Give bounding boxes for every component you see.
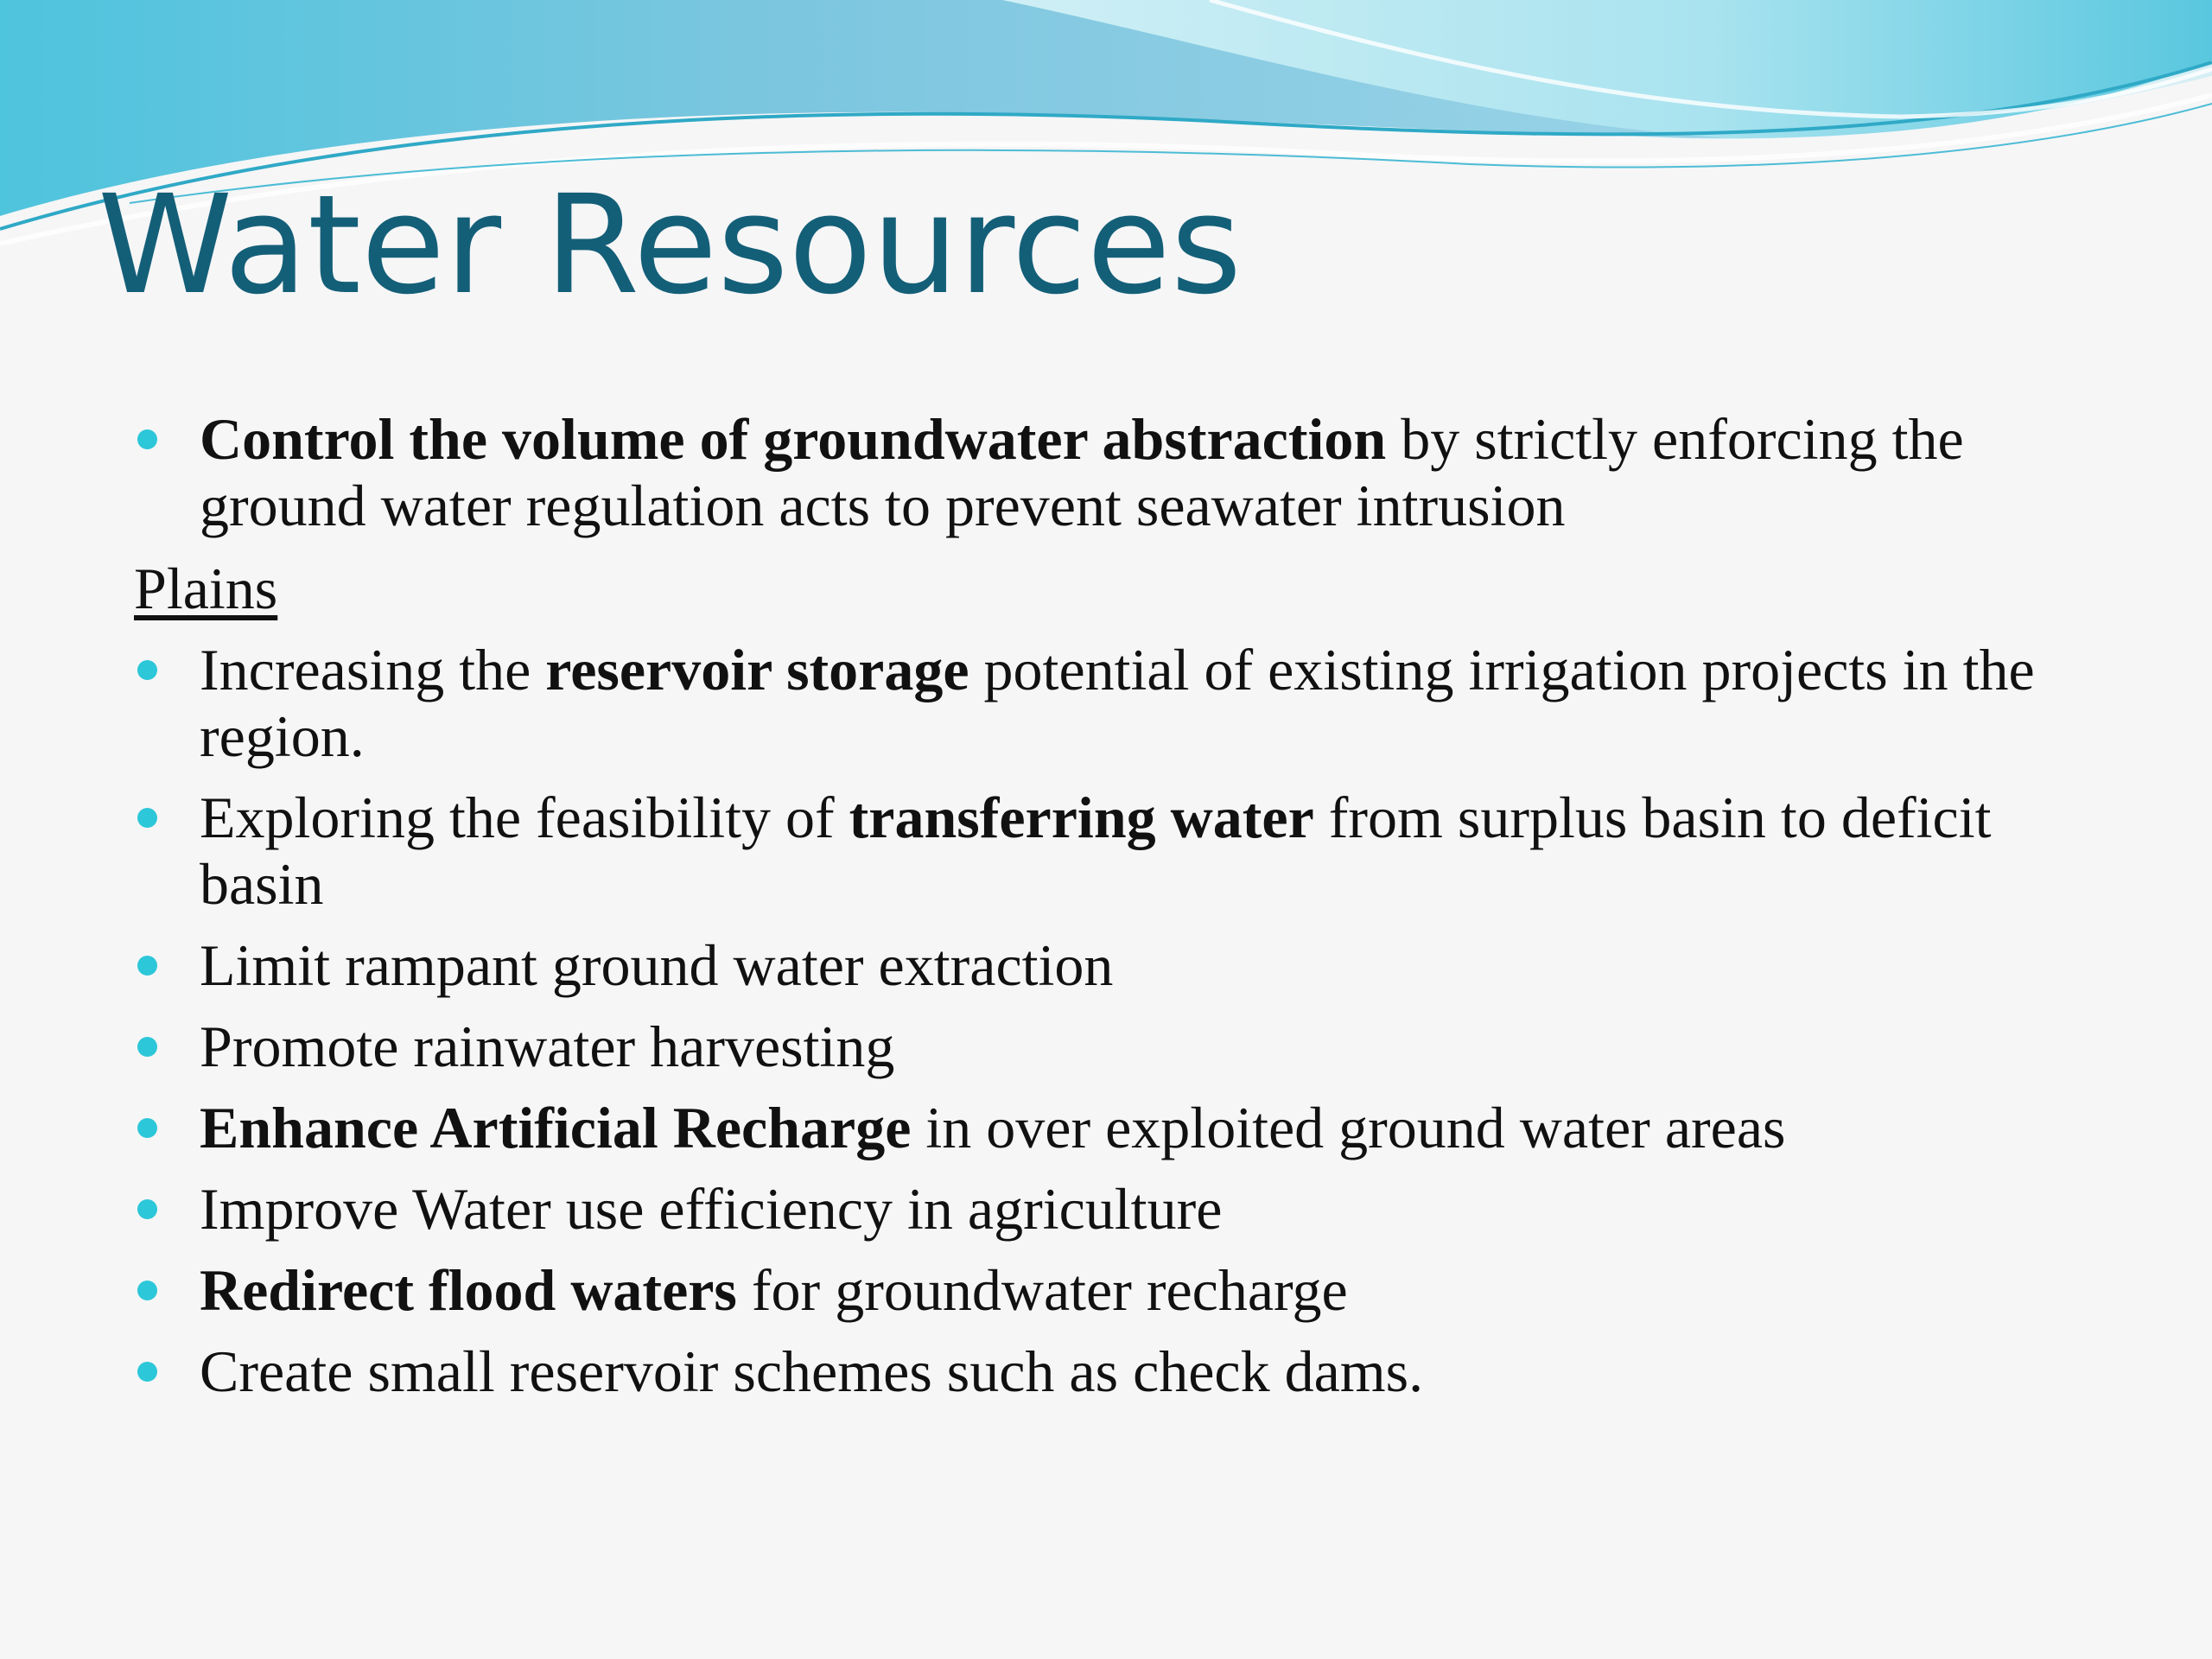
bullet-item-check-dams (134, 1338, 2104, 1405)
bullet-text: Improve Water use efficiency in agriculture (200, 1176, 1223, 1242)
bullet-item-rainwater-harvesting (134, 1014, 2104, 1080)
bullet-item-limit-extraction (134, 932, 2104, 999)
bullet-icon (137, 1362, 157, 1382)
bullet-icon (137, 429, 157, 449)
slide-body (134, 406, 2104, 1405)
bullet-icon (137, 1199, 157, 1219)
bullet-item-flood-waters (134, 1257, 2104, 1324)
bullet-bold-text: Enhance Artificial Recharge (200, 1095, 912, 1160)
bullet-icon (137, 956, 157, 976)
bullet-text-pre: Exploring the feasibility of (200, 785, 849, 850)
bullet-bold-text: transferring water (849, 785, 1314, 850)
bullet-bold-text: Control the volume of groundwater abstraction (200, 406, 1387, 472)
bullet-item-artificial-recharge (134, 1095, 2104, 1161)
bullet-text-post: potential of existing irrigation projects in the region. (200, 637, 2035, 769)
bullet-icon (137, 1281, 157, 1300)
bullet-icon (137, 1118, 157, 1138)
bullet-text: Promote rainwater harvesting (200, 1014, 895, 1079)
bullet-text: Create small reservoir schemes such as check dams. (200, 1338, 1424, 1404)
bullet-item-water-use-efficiency (134, 1176, 2104, 1243)
section-heading-plains: Plains (134, 556, 278, 621)
slide-title: Water Resources (98, 166, 1243, 325)
bullet-text-pre: Increasing the (200, 637, 546, 702)
bullet-item-reservoir-storage (134, 637, 2104, 770)
bullet-icon (137, 660, 157, 680)
bullet-item-groundwater-abstraction (134, 406, 2104, 539)
bullet-bold-text: Redirect flood waters (200, 1257, 737, 1323)
bullet-text-post: from surplus basin to deficit basin (200, 785, 1992, 917)
bullet-text-post: for groundwater recharge (736, 1257, 1348, 1323)
bullet-text: by strictly enforcing the ground water regulation acts to prevent seawater intrusion (200, 406, 1964, 538)
bullet-icon (137, 1037, 157, 1057)
bullet-text: Limit rampant ground water extraction (200, 932, 1114, 998)
bullet-item-transferring-water (134, 785, 2104, 918)
bullet-icon (137, 808, 157, 828)
bullet-text-post: in over exploited ground water areas (911, 1095, 1786, 1160)
bullet-bold-text: reservoir storage (545, 637, 969, 702)
